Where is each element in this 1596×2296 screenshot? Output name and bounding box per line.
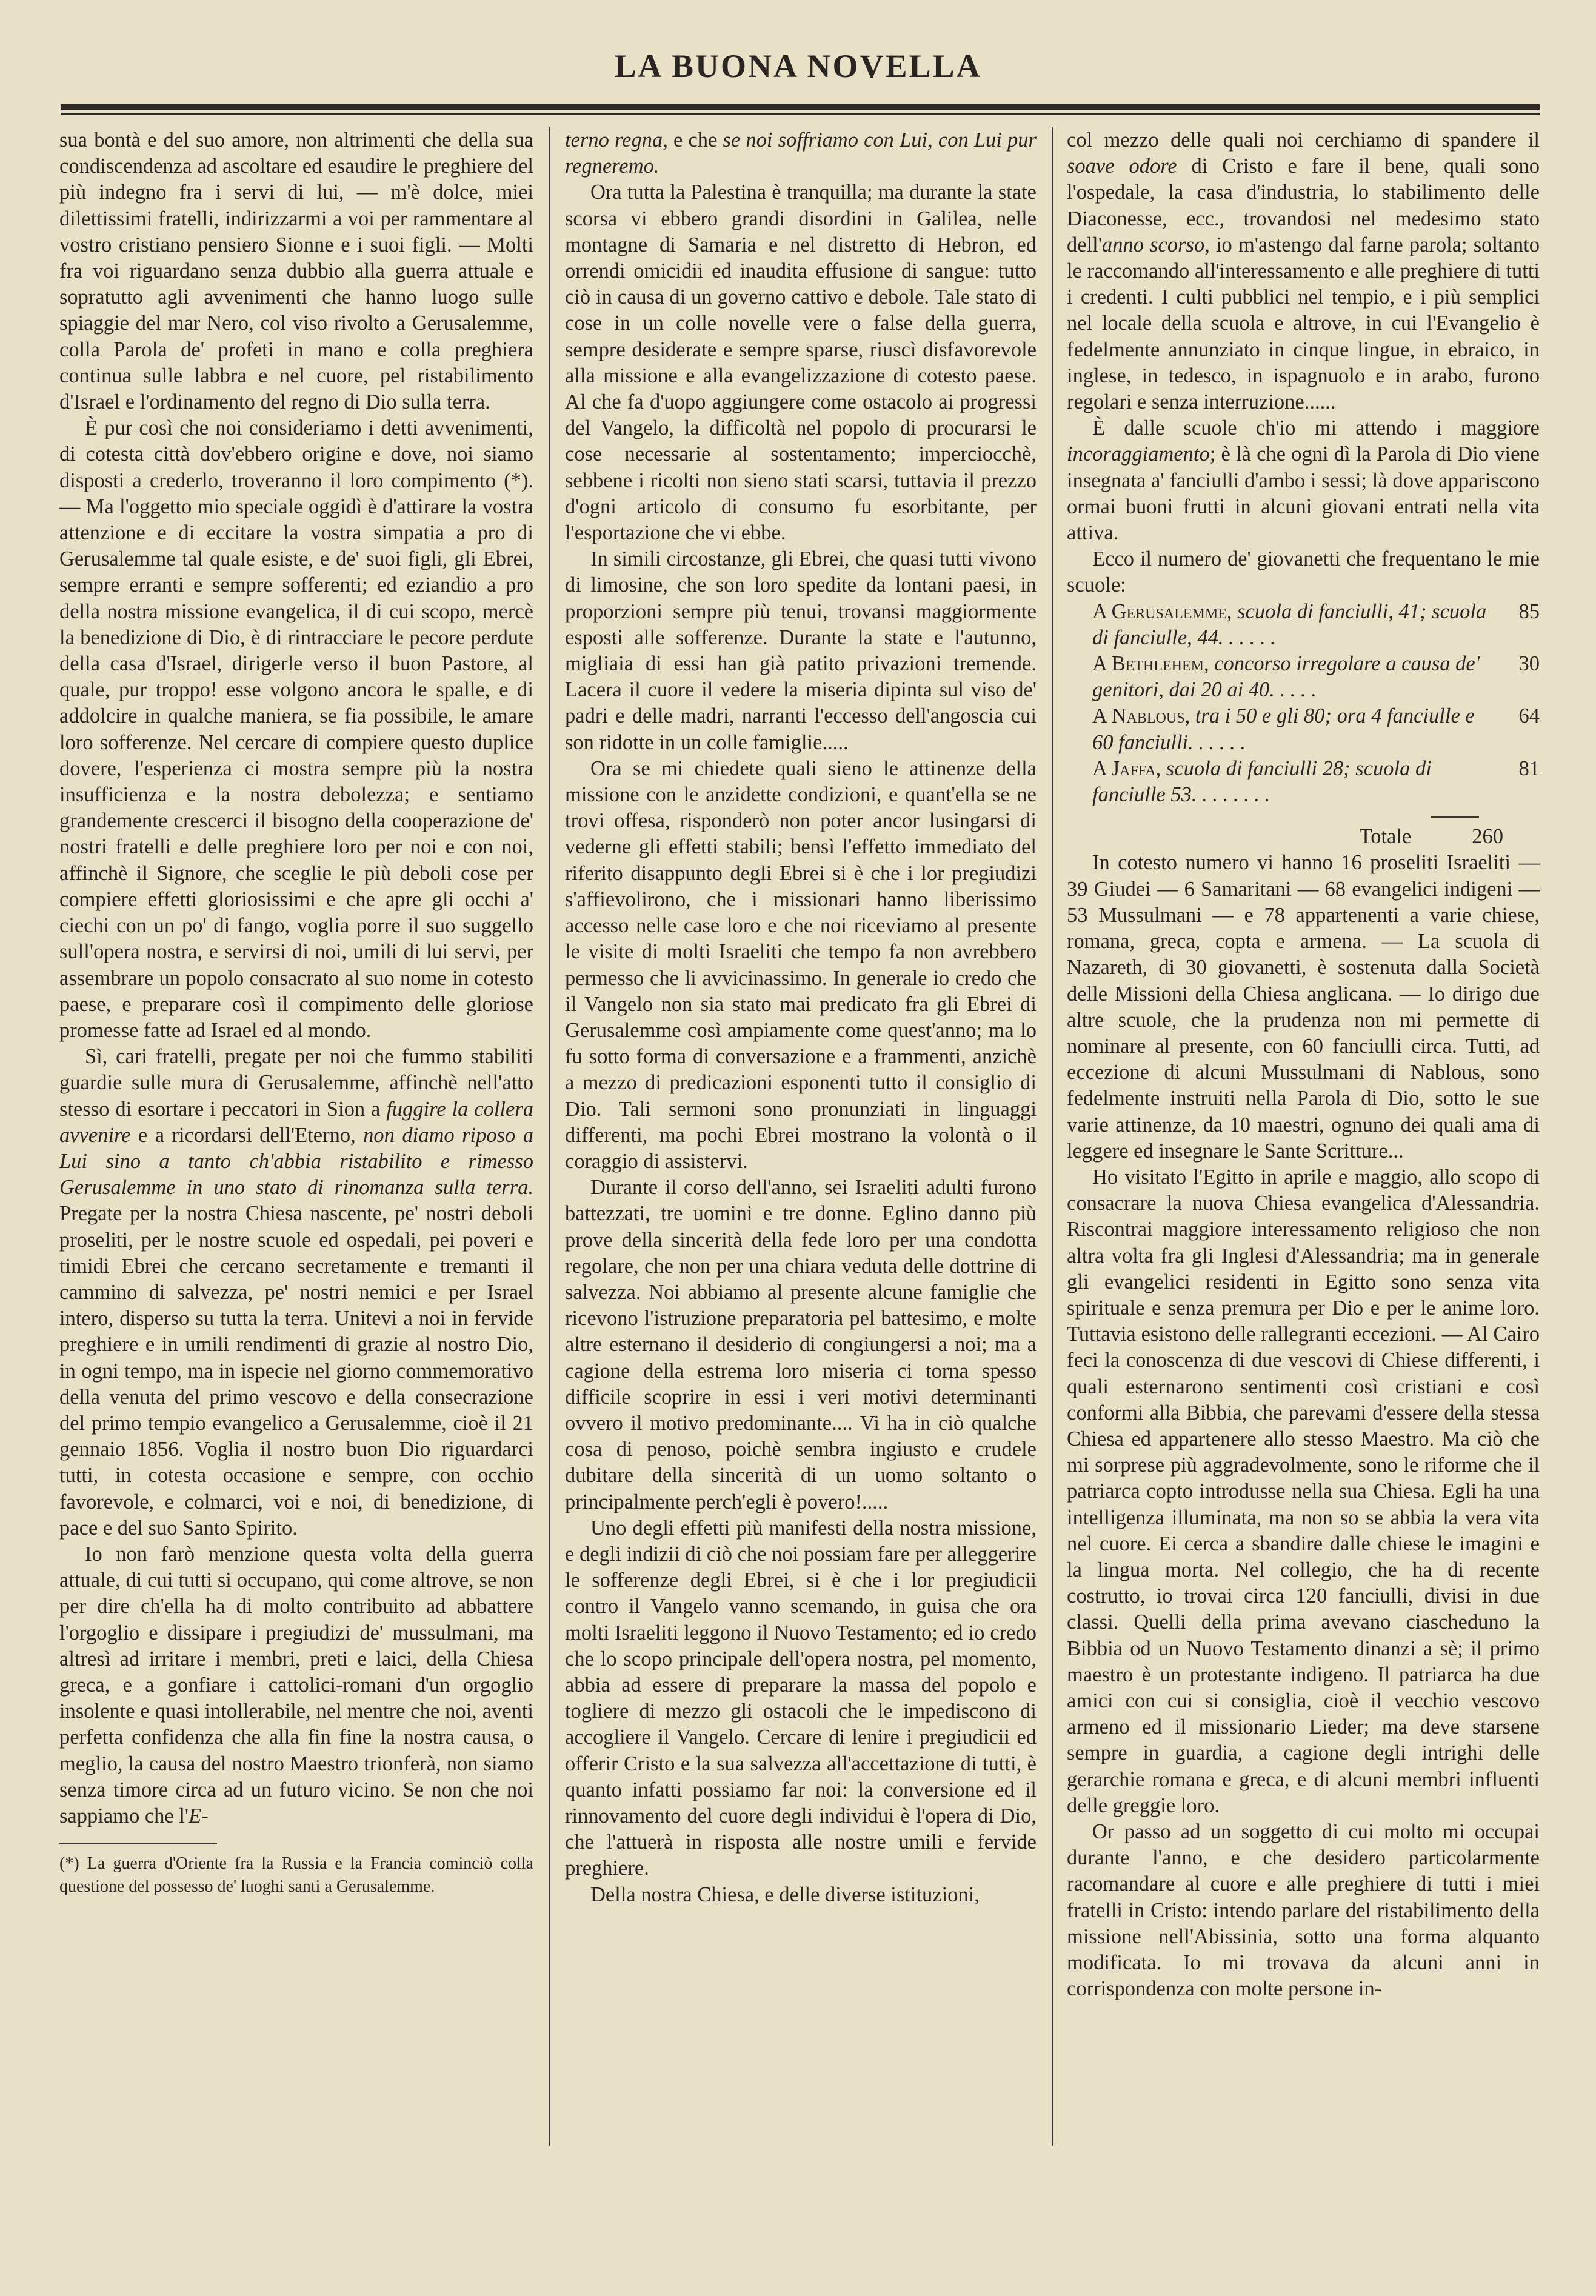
- column-1: [59, 127, 533, 2158]
- italic-run: non diamo riposo a Lui sino a tanto ch'abbia ristabilito e rimesso Gerusalemme in uno stato di rinomanza sulla terra.: [59, 1123, 533, 1200]
- italic-run: incoraggiamento: [1067, 442, 1210, 466]
- footnote: (*) La guerra d'Oriente fra la Russia e la Francia cominciò colla questione del possesso de' luoghi santi a Gerusalemme.: [59, 1854, 533, 1897]
- italic-run: anno scorso: [1101, 233, 1205, 256]
- paragraph: Durante il corso dell'anno, sei Israeliti adulti furono battezzati, tre uomini e tre donne. Eglino danno più prove della sincerità della fede loro per una condotta regolare, che non per una chiara veduta delle dottrine di salvezza. Noi abbiamo al presente alcune famiglie che ricevono l'istruzione preparatoria pel battesimo, e molte altre esternano il desiderio di congiungersi a noi; ma a cagione della estrema loro miseria ci torna spesso difficile scoprire in essi i veri motivi determinanti ovvero il motivo predominante.... Vi ha in ciò qualche cosa di penoso, poichè sembra ingiusto e crudele dubitare della sincerità di un uomo soltanto o principalmente perch'egli è povero!.....: [565, 1176, 1037, 1513]
- school-row-jaffa: [1067, 756, 1540, 808]
- paragraph: Ecco il numero de' giovanetti che frequentano le mie scuole:: [1067, 547, 1540, 597]
- text-run: , io m'astengo dal farne parola; soltanto le raccomando all'interessamento e alle preghiere di tutti i credenti. I culti pubblici nel tempio, e i più semplici nel locale della scuola e altrove, in cui l'Evangelio è fedelmente annunziato in cinque lingue, in ebraico, in inglese, in tedesco, in ispagnuolo e in arabo, furono regolari e senza interruzione......: [1067, 233, 1540, 414]
- text-run: È dalle scuole ch'io mi attendo i maggiore: [1092, 416, 1540, 440]
- footnote-rule: [59, 1843, 217, 1844]
- column-divider-1: [549, 127, 550, 2146]
- total-label: Totale: [1359, 825, 1412, 849]
- school-row-nablous: [1067, 703, 1540, 755]
- paragraph: Or passo ad un soggetto di cui molto mi occupai durante l'anno, e che desidero particolarmente racomandare al cuore e alle preghiere di tutti i miei fratelli in Cristo: intendo parlare del ristabilimento della missione nell'Abissinia, sotto una forma alquanto modificata. Io mi trovava da alcuni anni in corrispondenza con molte persone in-: [1067, 1820, 1540, 2001]
- total-row: [1067, 824, 1540, 850]
- paragraph: [59, 1044, 533, 1541]
- paragraph: È pur così che noi consideriamo i detti avvenimenti, di cotesta città dov'ebbero origine e dove, noi siamo disposti a crederlo, troveranno il loro compimento (*). — Ma l'oggetto mio speciale oggidì è d'attirare la vostra attenzione e di eccitare la vostra simpatia a pro di Gerusalemme tal quale esiste, e de' suoi figli, gli Ebrei, sempre erranti e sempre sofferenti; ed eziandio a pro della nostra missione evangelica, il di cui scopo, mercè la benedizione di Dio, è di rintracciare le pecore perdute della casa d'Israel, dirigerle verso il buon Pastore, al quale, pur troppo! esse volgono ancora le spalle, e di addolcire in qualche maniera, se fia possibile, le amare loro sofferenze. Nel cercare di compiere questo duplice dovere, l'esperienza ci mostra sempre più la nostra insufficienza e la nostra debolezza; e sentiamo grandemente crescerci il bisogno della cooperazione de' nostri fratelli e delle preghiere loro per noi e con noi, affinchè il Signore, che sceglie le più deboli cose per compiere effetti gloriosissimi e che apre gli occhi a' ciechi con un po' di fango, voglia porre il suo suggello sull'opera nostra, e servirsi di noi, umili di lui servi, per assembrare un popolo consacrato al suo nome in cotesto paese, e preparare così il compimento delle gloriose promesse fatte ad Israel ed al mondo.: [59, 416, 533, 1042]
- column-3: [1067, 127, 1540, 2158]
- paragraph: In cotesto numero vi hanno 16 proseliti Israeliti — 39 Giudei — 6 Samaritani — 68 evangelici indigeni — 53 Mussulmani — e 78 appartenenti a varie chiese, romana, greca, copta e armena. — La scuola di Nazareth, di 30 giovanetti, è sostenuta dalla Società delle Missioni della Chiesa anglicana. — Io dirigo due altre scuole, che la prudenza non mi permette di nominare al presente, con 60 fanciulli circa. Tutti, ad eccezione di alcuni Mussulmani di Nablous, sono fedelmente instruiti nella Parola di Dio, sotto le sue varie attinenze, da 10 maestri, ognuno dei quali ama di leggere ed insegnare le Sante Scritture...: [1067, 851, 1540, 1163]
- italic-run: E-: [189, 1804, 209, 1827]
- school-detail: scuola di fanciulli 28; scuola di fanciulle 53. . . . . . . .: [1092, 756, 1432, 807]
- paragraph: [59, 1541, 533, 1829]
- italic-run: terno regna: [565, 128, 663, 152]
- paragraph: Della nostra Chiesa, e delle diverse istituzioni,: [590, 1883, 980, 1906]
- school-count: 85: [1518, 599, 1540, 623]
- school-detail: scuola di fanciulli, 41; scuola di fanciulle, 44. . . . . .: [1092, 599, 1487, 649]
- school-row-bethlehem: [1067, 651, 1540, 703]
- text-run: Io non farò menzione questa volta della guerra attuale, di cui tutti si occupano, qui come altrove, se non per dire ch'ella ha di molto contribuito ad abbattere l'orgoglio e dissipare i pregiudizi de' mussulmani, ma altresì ad irritare i membri, preti e laici, della Chiesa greca, e a gonfiare i cattolici-romani d'un orgoglio insolente e quasi intollerabile, nel mentre che noi, aventi perfetta confidenza che alla fin fine la nostra causa, o meglio, la causa del nostro Maestro trionferà, non siamo senza timore circa ad un futuro vicino. Se non che noi sappiamo che l': [59, 1542, 533, 1827]
- text-run: di Cristo e fare il bene, quali sono l'ospedale, la casa d'industria, lo stabilimento delle Diaconesse, ecc., trovandosi nel medesimo stato dell': [1067, 155, 1540, 256]
- school-count: 64: [1518, 704, 1540, 728]
- header-rule-thin: [61, 113, 1540, 115]
- school-city: A Jaffa,: [1092, 756, 1161, 780]
- text-run: e a ricordarsi dell'Eterno,: [130, 1123, 364, 1147]
- total-value: 260: [1472, 825, 1503, 849]
- text-run: ; è là che ogni dì la Parola di Dio viene insegnata a' fanciulli d'ambo i sessi; là dove appariscono ormai buoni frutti in alcuni giovani entrati nella vita attiva.: [1067, 442, 1540, 545]
- text-run: , e che: [663, 128, 723, 152]
- sum-rule: [1431, 816, 1479, 818]
- text-run: Sì, cari fratelli, pregate per noi che fummo stabiliti guardie sulle mura di Gerusalemme, affinchè nell'atto stesso di esortare i peccatori in Sion a: [59, 1045, 533, 1121]
- school-count: 30: [1518, 652, 1540, 676]
- header-rule-thick: [61, 104, 1540, 110]
- school-count: 81: [1518, 756, 1540, 780]
- paragraph: [1067, 415, 1540, 546]
- italic-run: fuggire la collera avvenire: [59, 1097, 533, 1147]
- text-run: Pregate per la nostra Chiesa nascente, pe' nostri deboli proseliti, per le nostre scuole ed ospedali, pei poveri e timidi Ebrei che cercano secretamente e tremanti il cammino di salvezza, pe' nostri nemici e per Israel intero, disperso su tutta la terra. Unitevi a noi in fervide preghiere e in umili rendimenti di grazie al nostro Dio, in ogni tempo, ma in ispecie nel giorno commemorativo della venuta del primo vescovo e della consecrazione del primo tempio evangelico a Gerusalemme, cioè il 21 gennaio 1856. Voglia il nostro buon Dio riguardarci tutti, in cotesta occasione e sempre, con occhio favorevole, e colmarci, voi e noi, di benedizione, di pace e del suo Santo Spirito.: [59, 1202, 533, 1540]
- paragraph: Ora tutta la Palestina è tranquilla; ma durante la state scorsa vi ebbero grandi disordini in Galilea, nelle montagne di Samaria e nel distretto di Hebron, ed orrendi omicidii ed inaudita effusione di sangue: tutto ciò in causa di un governo cattivo e debole. Tale stato di cose in un colle novelle vere o false della guerra, sempre desiderate e sempre sparse, riuscì disfavorevole alla missione e alla evangelizzazione di cotesto paese. Al che fa d'uopo aggiungere come ostacolo ai progressi del Vangelo, la difficoltà nel popolo di procurarsi le cose necessarie al sostentamento; imperciocchè, sebbene i ricolti non sieno stati scarsi, tuttavia il prezzo d'ogni articolo di consumo fu esorbitante, per l'esportazione che vi ebbe.: [565, 181, 1037, 545]
- paragraph: In simili circostanze, gli Ebrei, che quasi tutti vivono di limosine, che son loro spedite da lontani paesi, in proporzioni sempre più tenui, trovansi maggiormente esposti alle sofferenze. Durante la state e l'autunno, migliaia di essi han già patito privazioni tremende. Lacera il cuore il vedere la miseria dipinta sul viso de' padri e delle madri, narranti l'eccesso dell'angoscia cui son ridotte in un colle famiglie.....: [565, 547, 1037, 754]
- paragraph: Ora se mi chiedete quali sieno le attinenze della missione con le anzidette condizioni, e quant'ella se ne trovi offesa, risponderò non poter ancor lusingarsi di vederne gli effetti stabili; bensì l'effetto immediato del riferito disappunto degli Ebrei si è che i lor pregiudizi s'affievolirono, che i missionari hanno liberissimo accesso nelle case loro e che noi riceviamo al presente le visite di molti Israeliti che tempo fa non avrebbero permesso che li avvicinassimo. In generale io credo che il Vangelo non sia stato mai predicato fra gli Ebrei di Gerusalemme così ampiamente come quest'anno; ma lo fu sotto forma di conversazione e a frammenti, anzichè a mezzo di predicazioni esponenti tutto il consiglio di Dio. Tali sermoni sono pronunziati in linguaggi differenti, ma pochi Ebrei mostrano la volontà o il coraggio di assistervi.: [565, 756, 1037, 1173]
- school-detail: concorso irregolare a causa de' genitori, dai 20 ai 40. . . . .: [1092, 652, 1480, 702]
- paragraph: Uno degli effetti più manifesti della nostra missione, e degli indizii di ciò che noi possiam fare per alleggerire le sofferenze degli Ebrei, si è che i lor pregiudicii contro il Vangelo vanno scemando, in guisa che ora molti Israeliti leggono il Nuovo Testamento; ed io credo che lo scopo principale dell'opera nostra, pel momento, abbia ad essere di preparare la massa del popolo e togliere di mezzo gli ostacoli che le impediscono di accogliere il Vangelo. Cercare di lenire i pregiudicii ed offerir Cristo e la sua salvezza all'accettazione di tutti, è quanto infatti possiamo far noi: la conversione ed il rinnovamento del cuore degli individui è l'opera di Dio, che l'attuerà in risposta alle nostre umili e fervide preghiere.: [565, 1516, 1037, 1880]
- italic-run: soave odore: [1067, 155, 1177, 178]
- school-city: A Bethlehem,: [1092, 652, 1209, 676]
- school-city: A Nablous,: [1092, 704, 1190, 728]
- paragraph: Ho visitato l'Egitto in aprile e maggio, allo scopo di consacrare la nuova Chiesa evangelica d'Alessandria. Riscontrai maggiore interessamento religioso che non altra volta fra gli Inglesi d'Alessandria; ma in generale gli evangelici residenti in Egitto sono senza vita spirituale e senza premura per Dio e per le anime loro. Tuttavia esistono delle rallegranti eccezioni. — Al Cairo feci la conoscenza di due vescovi di Chiese differenti, i quali esternarono sentimenti così cristiani e così conformi alla Bibbia, che parevami d'essere della stessa Chiesa ed appartenere allo stesso Maestro. Ma ciò che mi sorprese più aggradevolmente, sono le riforme che il patriarca copto introdusse nella sua Chiesa. Egli ha una intelligenza illuminata, ma non so se abbia la vera vita nel cuore. Ei cerca a sbandire dalle chiese le imagini e la lingua morta. Nel collegio, che ha di recente costrutto, io trovai circa 120 fanciulli, divisi in due classi. Quelli della prima avevano ciascheduno la Bibbia od un Nuovo Testamento dinanzi a sè; il primo maestro è un protestante indigeno. Il patriarca ha due amici con cui si consiglia, cioè il vecchio vescovo armeno ed il missionario Lieder; ma deve starsene sempre in guardia, a cagione degli intrighi delle gerarchie romana e greca, e di alcuni membri influenti delle greggie loro.: [1067, 1165, 1540, 1817]
- column-2: [565, 127, 1037, 2158]
- text-run: col mezzo delle quali noi cerchiamo di spandere il: [1067, 128, 1540, 152]
- paragraph: [1067, 127, 1540, 415]
- paragraph: [565, 127, 1037, 179]
- page-header-title: LA BUONA NOVELLA: [614, 48, 982, 84]
- school-city: A Gerusalemme,: [1092, 599, 1232, 623]
- paragraph: sua bontà e del suo amore, non altrimenti che della sua condiscendenza ad ascoltare ed esaudire le preghiere del più indegno fra i servi di lui, — m'è dolce, miei dilettissimi fratelli, indirizzarmi a voi per rammentare al vostro cristiano pensiero Sionne e i suoi figli. — Molti fra voi riguardano senza dubbio alla guerra attuale e sopratutto agli avvenimenti che hanno luogo sulle spiaggie del mar Nero, col viso rivolto a Gerusalemme, colla Parola de' profeti in mano e colla preghiera continua sulle labbra e nel cuore, pel ristabilimento d'Israel e l'ordinamento del regno di Dio sulla terra.: [59, 128, 533, 414]
- school-detail: tra i 50 e gli 80; ora 4 fanciulle e 60 fanciulli. . . . . .: [1092, 704, 1475, 754]
- column-divider-2: [1052, 127, 1053, 2146]
- italic-run: se noi soffriamo con Lui, con Lui pur regneremo.: [565, 128, 1037, 178]
- school-row-gerusalemme: [1067, 599, 1540, 651]
